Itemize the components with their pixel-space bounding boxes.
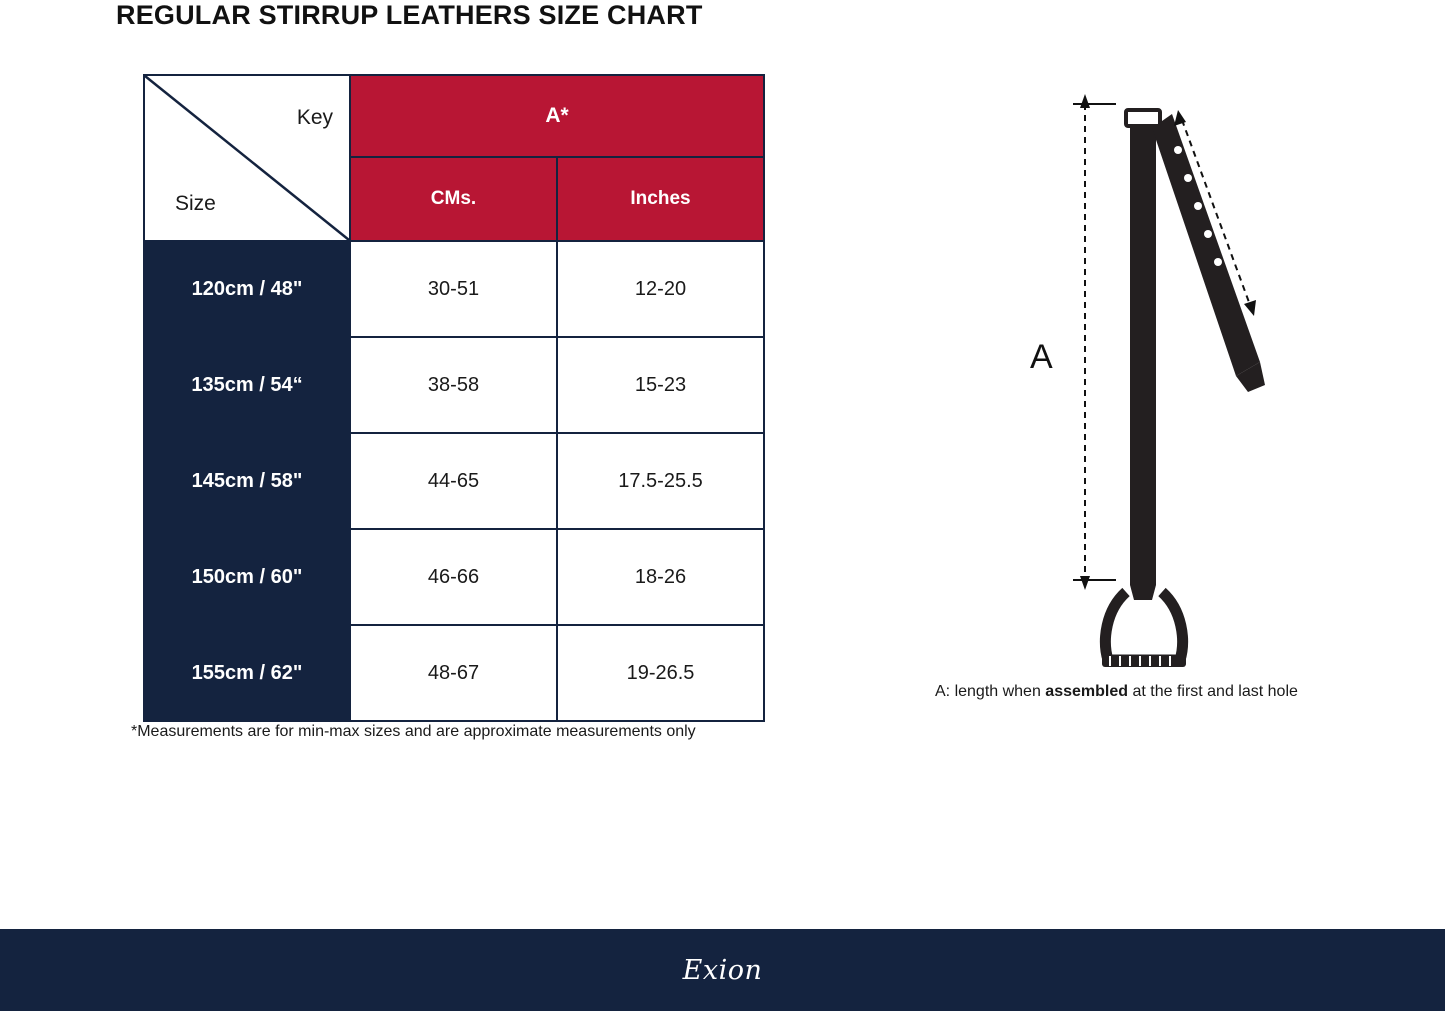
row-cm-3: 46-66 bbox=[350, 529, 557, 625]
row-inches-1: 15-23 bbox=[557, 337, 764, 433]
header-inches: Inches bbox=[557, 157, 764, 241]
table-row bbox=[144, 241, 764, 337]
brand-logo: Exion bbox=[682, 954, 763, 986]
table-row bbox=[144, 433, 764, 529]
strap-body-shape bbox=[1130, 115, 1156, 585]
strap-tail-shape bbox=[1152, 114, 1265, 392]
size-chart-table bbox=[143, 74, 765, 722]
diagram-measure-label: A bbox=[1030, 338, 1053, 376]
corner-key-size-cell bbox=[144, 75, 350, 241]
caption-bold: assembled bbox=[1045, 683, 1129, 700]
arrow-tail-end-icon bbox=[1244, 300, 1256, 316]
strap-bottom-shape bbox=[1130, 585, 1156, 600]
table-row bbox=[144, 337, 764, 433]
row-size-0: 120cm / 48" bbox=[144, 241, 350, 337]
table-row bbox=[144, 625, 764, 721]
row-inches-0: 12-20 bbox=[557, 241, 764, 337]
row-size-4: 155cm / 62" bbox=[144, 625, 350, 721]
row-cm-1: 38-58 bbox=[350, 337, 557, 433]
stirrup-leather-illustration bbox=[930, 80, 1360, 680]
measurements-footnote: *Measurements are for min-max sizes and are approximate measurements only bbox=[131, 723, 696, 740]
group-header-a: A* bbox=[350, 75, 764, 157]
row-size-1: 135cm / 54“ bbox=[144, 337, 350, 433]
footer-bar bbox=[0, 929, 1445, 1011]
diagram-caption bbox=[935, 683, 1298, 701]
buckle-tongue-icon bbox=[1130, 126, 1140, 148]
stirrup-tread-icon bbox=[1102, 655, 1186, 667]
header-cm: CMs. bbox=[350, 157, 557, 241]
page-title: REGULAR STIRRUP LEATHERS SIZE CHART bbox=[116, 0, 703, 30]
stirrup-iron-icon bbox=[1105, 592, 1182, 660]
buckle-icon bbox=[1126, 110, 1160, 126]
arrow-down-icon bbox=[1080, 576, 1090, 590]
row-inches-3: 18-26 bbox=[557, 529, 764, 625]
stirrup-leather-diagram bbox=[930, 80, 1360, 680]
table-header-row-group bbox=[144, 75, 764, 157]
measure-line-a-icon bbox=[1073, 104, 1116, 580]
corner-size-label: Size bbox=[175, 192, 216, 215]
arrow-up-icon bbox=[1080, 94, 1090, 108]
row-cm-2: 44-65 bbox=[350, 433, 557, 529]
row-inches-4: 19-26.5 bbox=[557, 625, 764, 721]
caption-prefix: A: length when bbox=[935, 683, 1046, 700]
stirrup-tread-grip-icon bbox=[1110, 656, 1170, 666]
row-size-2: 145cm / 58" bbox=[144, 433, 350, 529]
caption-suffix: at the first and last hole bbox=[1128, 683, 1298, 700]
row-inches-2: 17.5-25.5 bbox=[557, 433, 764, 529]
row-cm-0: 30-51 bbox=[350, 241, 557, 337]
table-row bbox=[144, 529, 764, 625]
corner-key-label: Key bbox=[296, 106, 333, 129]
row-size-3: 150cm / 60" bbox=[144, 529, 350, 625]
row-cm-4: 48-67 bbox=[350, 625, 557, 721]
